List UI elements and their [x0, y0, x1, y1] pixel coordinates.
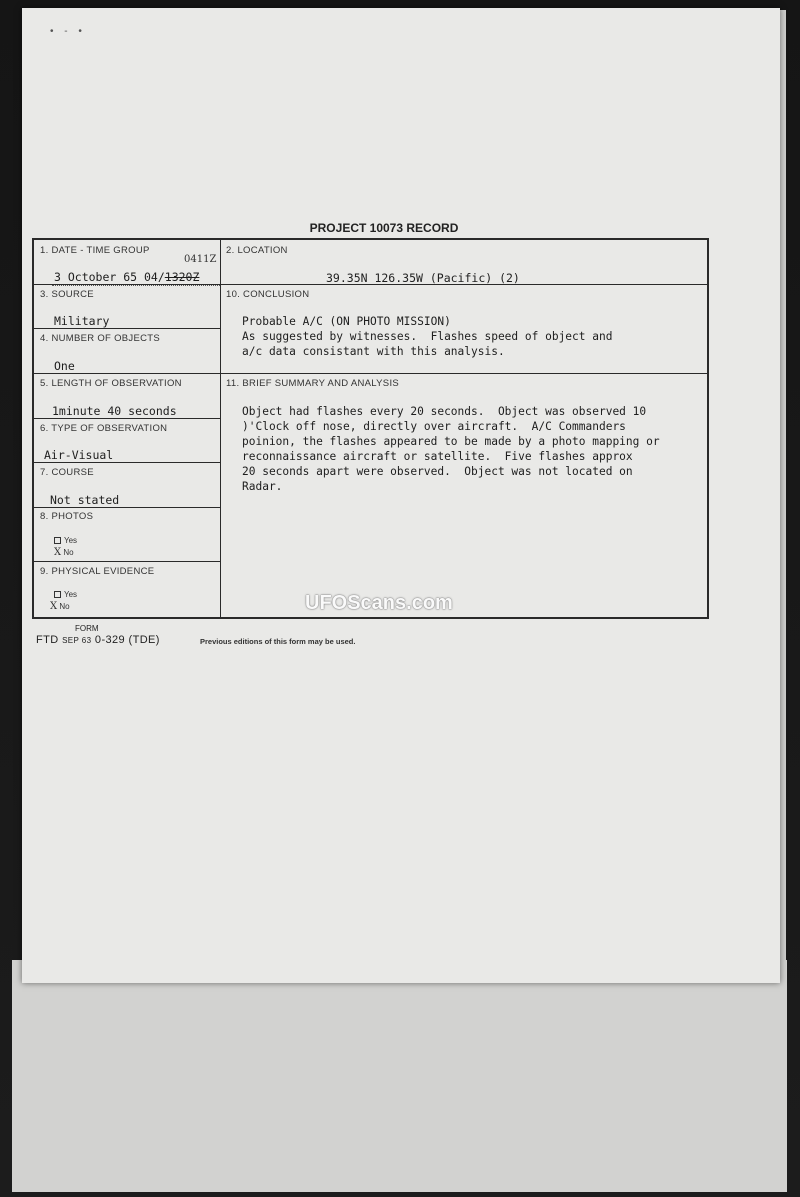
length-value: 1minute 40 seconds — [52, 404, 177, 418]
date-label: 1. DATE - TIME GROUP — [40, 245, 150, 256]
column-divider — [220, 240, 221, 617]
watermark: UFOScans.com — [305, 592, 453, 614]
row-divider — [34, 561, 220, 562]
source-label: 3. SOURCE — [40, 289, 94, 300]
summary-line-3: poinion, the flashes appeared to be made by a photo mapping or — [242, 435, 660, 448]
evidence-yes-checkbox — [54, 591, 61, 598]
date-underline — [52, 285, 220, 286]
summary-line-4: reconnaissance aircraft or satellite. Five flashes approx — [242, 450, 633, 463]
type-value: Air-Visual — [44, 448, 114, 462]
course-label: 7. COURSE — [40, 467, 94, 478]
course-value: Not stated — [50, 493, 120, 507]
summary-label: 11. BRIEF SUMMARY AND ANALYSIS — [226, 378, 400, 389]
row-divider — [34, 462, 220, 463]
underlying-page — [12, 960, 787, 1192]
row-divider — [220, 373, 709, 374]
footer-date-code: SEP 63 — [62, 636, 92, 645]
row-divider — [34, 418, 220, 419]
conclusion-line-2: As suggested by witnesses. Flashes speed of object and — [242, 330, 613, 343]
footer-note: Previous editions of this form may be used. — [200, 637, 356, 646]
row-divider — [34, 373, 220, 374]
record-form — [32, 238, 709, 619]
objects-label: 4. NUMBER OF OBJECTS — [40, 333, 161, 344]
date-struck: 1320Z — [164, 270, 200, 284]
conclusion-line-1: Probable A/C (ON PHOTO MISSION) — [242, 315, 451, 328]
footer-ftd: FTD — [36, 634, 59, 646]
evidence-no-option: X No — [50, 601, 70, 612]
location-label: 2. LOCATION — [226, 245, 288, 256]
page-title: PROJECT 10073 RECORD — [309, 221, 459, 235]
location-value: 39.35N 126.35W (Pacific) (2) — [326, 271, 520, 285]
photos-no-option: X No — [54, 547, 74, 558]
summary-line-1: Object had flashes every 20 seconds. Object was observed 10 — [242, 405, 647, 418]
date-value: 3 October 65 04/1320Z — [54, 270, 200, 284]
type-label: 6. TYPE OF OBSERVATION — [40, 423, 168, 434]
summary-line-6: Radar. — [242, 480, 283, 493]
evidence-mark: X — [50, 601, 58, 612]
photos-yes-checkbox — [54, 537, 61, 544]
row-divider — [34, 328, 220, 329]
footer-form-number: 0-329 (TDE) — [94, 634, 160, 646]
evidence-label: 9. PHYSICAL EVIDENCE — [40, 566, 155, 577]
conclusion-label: 10. CONCLUSION — [226, 289, 310, 300]
source-value: Military — [54, 314, 110, 328]
conclusion-line-3: a/c data consistant with this analysis. — [242, 345, 505, 358]
photos-yes-option: Yes — [54, 536, 77, 545]
length-label: 5. LENGTH OF OBSERVATION — [40, 378, 182, 389]
objects-value: One — [54, 359, 75, 373]
summary-line-2: )'Clock off nose, directly over aircraft. A/C Commanders — [242, 420, 626, 433]
photos-mark: X — [54, 547, 62, 558]
date-handwritten: 0411Z — [184, 254, 217, 265]
row-divider — [34, 507, 220, 508]
footer-form-word: FORM — [75, 624, 99, 633]
evidence-yes-option: Yes — [54, 590, 77, 599]
photos-label: 8. PHOTOS — [40, 511, 94, 522]
corner-marks: • - • — [50, 26, 86, 37]
footer-form-id — [36, 634, 160, 646]
summary-line-5: 20 seconds apart were observed. Object was not located on — [242, 465, 633, 478]
